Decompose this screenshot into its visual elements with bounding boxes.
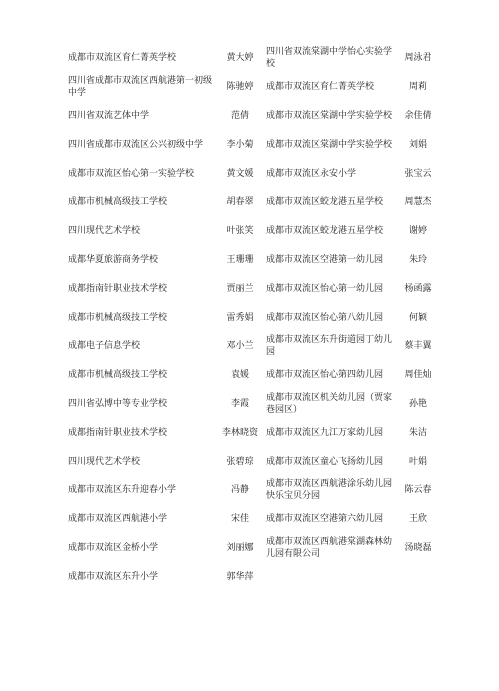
table-row (68, 274, 440, 303)
person-name-right: 朱玲 (408, 254, 427, 265)
person-name-right: 蔡丰翼 (404, 341, 432, 352)
school-name-right: 成都市双流区永安小学 (266, 168, 357, 179)
person-name-right: 谢婷 (408, 226, 427, 237)
school-name-left: 四川省成都市双流区西航港第一初级中学 (68, 76, 213, 99)
person-name-left: 黄文媛 (226, 168, 254, 179)
school-name-left: 四川现代艺术学校 (68, 226, 141, 237)
school-name-right: 成都市双流区东升街道园丁幼儿园 (266, 335, 393, 358)
person-name-left: 黄大婷 (226, 53, 254, 64)
person-name-left: 李小菊 (226, 139, 254, 150)
person-name-right (396, 562, 440, 591)
school-name-left: 成都电子信息学校 (68, 341, 141, 352)
school-name-left: 四川现代艺术学校 (68, 456, 141, 467)
person-name-left: 冯静 (230, 485, 249, 496)
roster-table (68, 44, 440, 591)
person-name-left: 王珊珊 (226, 254, 254, 265)
school-name-left: 成都指南针职业技术学校 (68, 427, 168, 438)
table-row (68, 73, 440, 102)
person-name-left: 陈驰婷 (226, 82, 254, 93)
school-name-left: 四川省成都市双流区公兴初级中学 (68, 139, 204, 150)
person-name-left: 贾丽兰 (226, 283, 254, 294)
school-name-right: 成都市双流区机关幼儿园（贾家巷园区） (266, 392, 393, 415)
table-row (68, 447, 440, 476)
school-name-left: 成都市双流区金桥小学 (68, 542, 159, 553)
person-name-right: 何颖 (408, 312, 427, 323)
table-row (68, 361, 440, 390)
person-name-right: 叶娟 (408, 456, 427, 467)
school-name-right: 四川省双流棠湖中学怡心实验学校 (266, 47, 393, 70)
table-row (68, 159, 440, 188)
table-row (68, 102, 440, 131)
person-name-left: 叶张笑 (226, 226, 254, 237)
school-name-left: 成都市机械高级技工学校 (68, 197, 168, 208)
school-name-left: 成都市双流区东升迎春小学 (68, 485, 177, 496)
school-name-right: 成都市双流区怡心第一幼儿园 (266, 283, 384, 294)
person-name-right: 朱洁 (408, 427, 427, 438)
person-name-left: 刘丽娜 (226, 542, 254, 553)
school-name-right: 成都市双流区九江万家幼儿园 (266, 427, 384, 438)
school-name-right: 成都市双流区棠湖中学实验学校 (266, 110, 393, 121)
table-row (68, 130, 440, 159)
person-name-right: 张宝云 (404, 168, 432, 179)
school-name-right: 成都市双流区童心飞扬幼儿园 (266, 456, 384, 467)
school-name-right (262, 562, 396, 591)
school-name-left: 四川省双流艺体中学 (68, 110, 150, 121)
school-name-left: 成都市双流区育仁菁英学校 (68, 53, 177, 64)
person-name-left: 邓小兰 (226, 341, 254, 352)
person-name-right: 王欣 (408, 514, 427, 525)
table-row (68, 476, 440, 505)
person-name-left: 雷秀娟 (226, 312, 254, 323)
school-name-left: 成都市机械高级技工学校 (68, 370, 168, 381)
table-row (68, 246, 440, 275)
table-row (68, 534, 440, 563)
school-name-right: 成都市双流区西航港棠湖森林幼儿园有限公司 (266, 536, 393, 559)
table-row (68, 217, 440, 246)
person-name-right: 汤晓磊 (404, 542, 432, 553)
table-row (68, 44, 440, 73)
person-name-right: 周泳君 (404, 53, 432, 64)
school-name-left: 成都市双流区怡心第一实验学校 (68, 168, 195, 179)
school-name-right: 成都市双流区怡心第八幼儿园 (266, 312, 384, 323)
school-name-right: 成都市双流区棠湖中学实验学校 (266, 139, 393, 150)
person-name-left: 范倩 (230, 110, 249, 121)
table-row (68, 303, 440, 332)
roster-table-body (68, 44, 440, 591)
person-name-left: 宋佳 (230, 514, 249, 525)
person-name-left: 胡春翠 (226, 197, 254, 208)
person-name-left: 郭华萍 (226, 571, 254, 582)
person-name-right: 刘娟 (408, 139, 427, 150)
table-row (68, 390, 440, 419)
school-name-right: 成都市双流区空港第六幼儿园 (266, 514, 384, 525)
school-name-left: 成都市双流区西航港小学 (68, 514, 168, 525)
school-name-right: 成都市双流区蛟龙港五星学校 (266, 226, 384, 237)
school-name-left: 成都指南针职业技术学校 (68, 283, 168, 294)
person-name-right: 杨函露 (404, 283, 432, 294)
school-name-left: 成都市双流区东升小学 (68, 571, 159, 582)
school-name-right: 成都市双流区育仁菁英学校 (266, 82, 375, 93)
person-name-right: 周慧杰 (404, 197, 432, 208)
table-row (68, 505, 440, 534)
person-name-left: 李霞 (230, 398, 249, 409)
school-name-left: 成都市机械高级技工学校 (68, 312, 168, 323)
person-name-left: 袁媛 (230, 370, 249, 381)
person-name-left: 李林晓资 (221, 427, 258, 438)
person-name-right: 孙艳 (408, 398, 427, 409)
school-name-right: 成都市双流区蛟龙港五星学校 (266, 197, 384, 208)
school-name-right: 成都市双流区怡心第四幼儿园 (266, 370, 384, 381)
school-name-right: 成都市双流区空港第一幼儿园 (266, 254, 384, 265)
table-row (68, 418, 440, 447)
person-name-right: 周佳灿 (404, 370, 432, 381)
table-row (68, 332, 440, 361)
person-name-left: 张碧琼 (226, 456, 254, 467)
table-row (68, 188, 440, 217)
school-name-left: 四川省弘博中等专业学校 (68, 398, 168, 409)
person-name-right: 余佳倩 (404, 110, 432, 121)
table-row (68, 562, 440, 591)
person-name-right: 陈云春 (404, 485, 432, 496)
person-name-right: 周莉 (408, 82, 427, 93)
school-name-right: 成都市双流区西航港涂乐幼儿园快乐宝贝分园 (266, 479, 393, 502)
school-name-left: 成都华夏旅游商务学校 (68, 254, 159, 265)
